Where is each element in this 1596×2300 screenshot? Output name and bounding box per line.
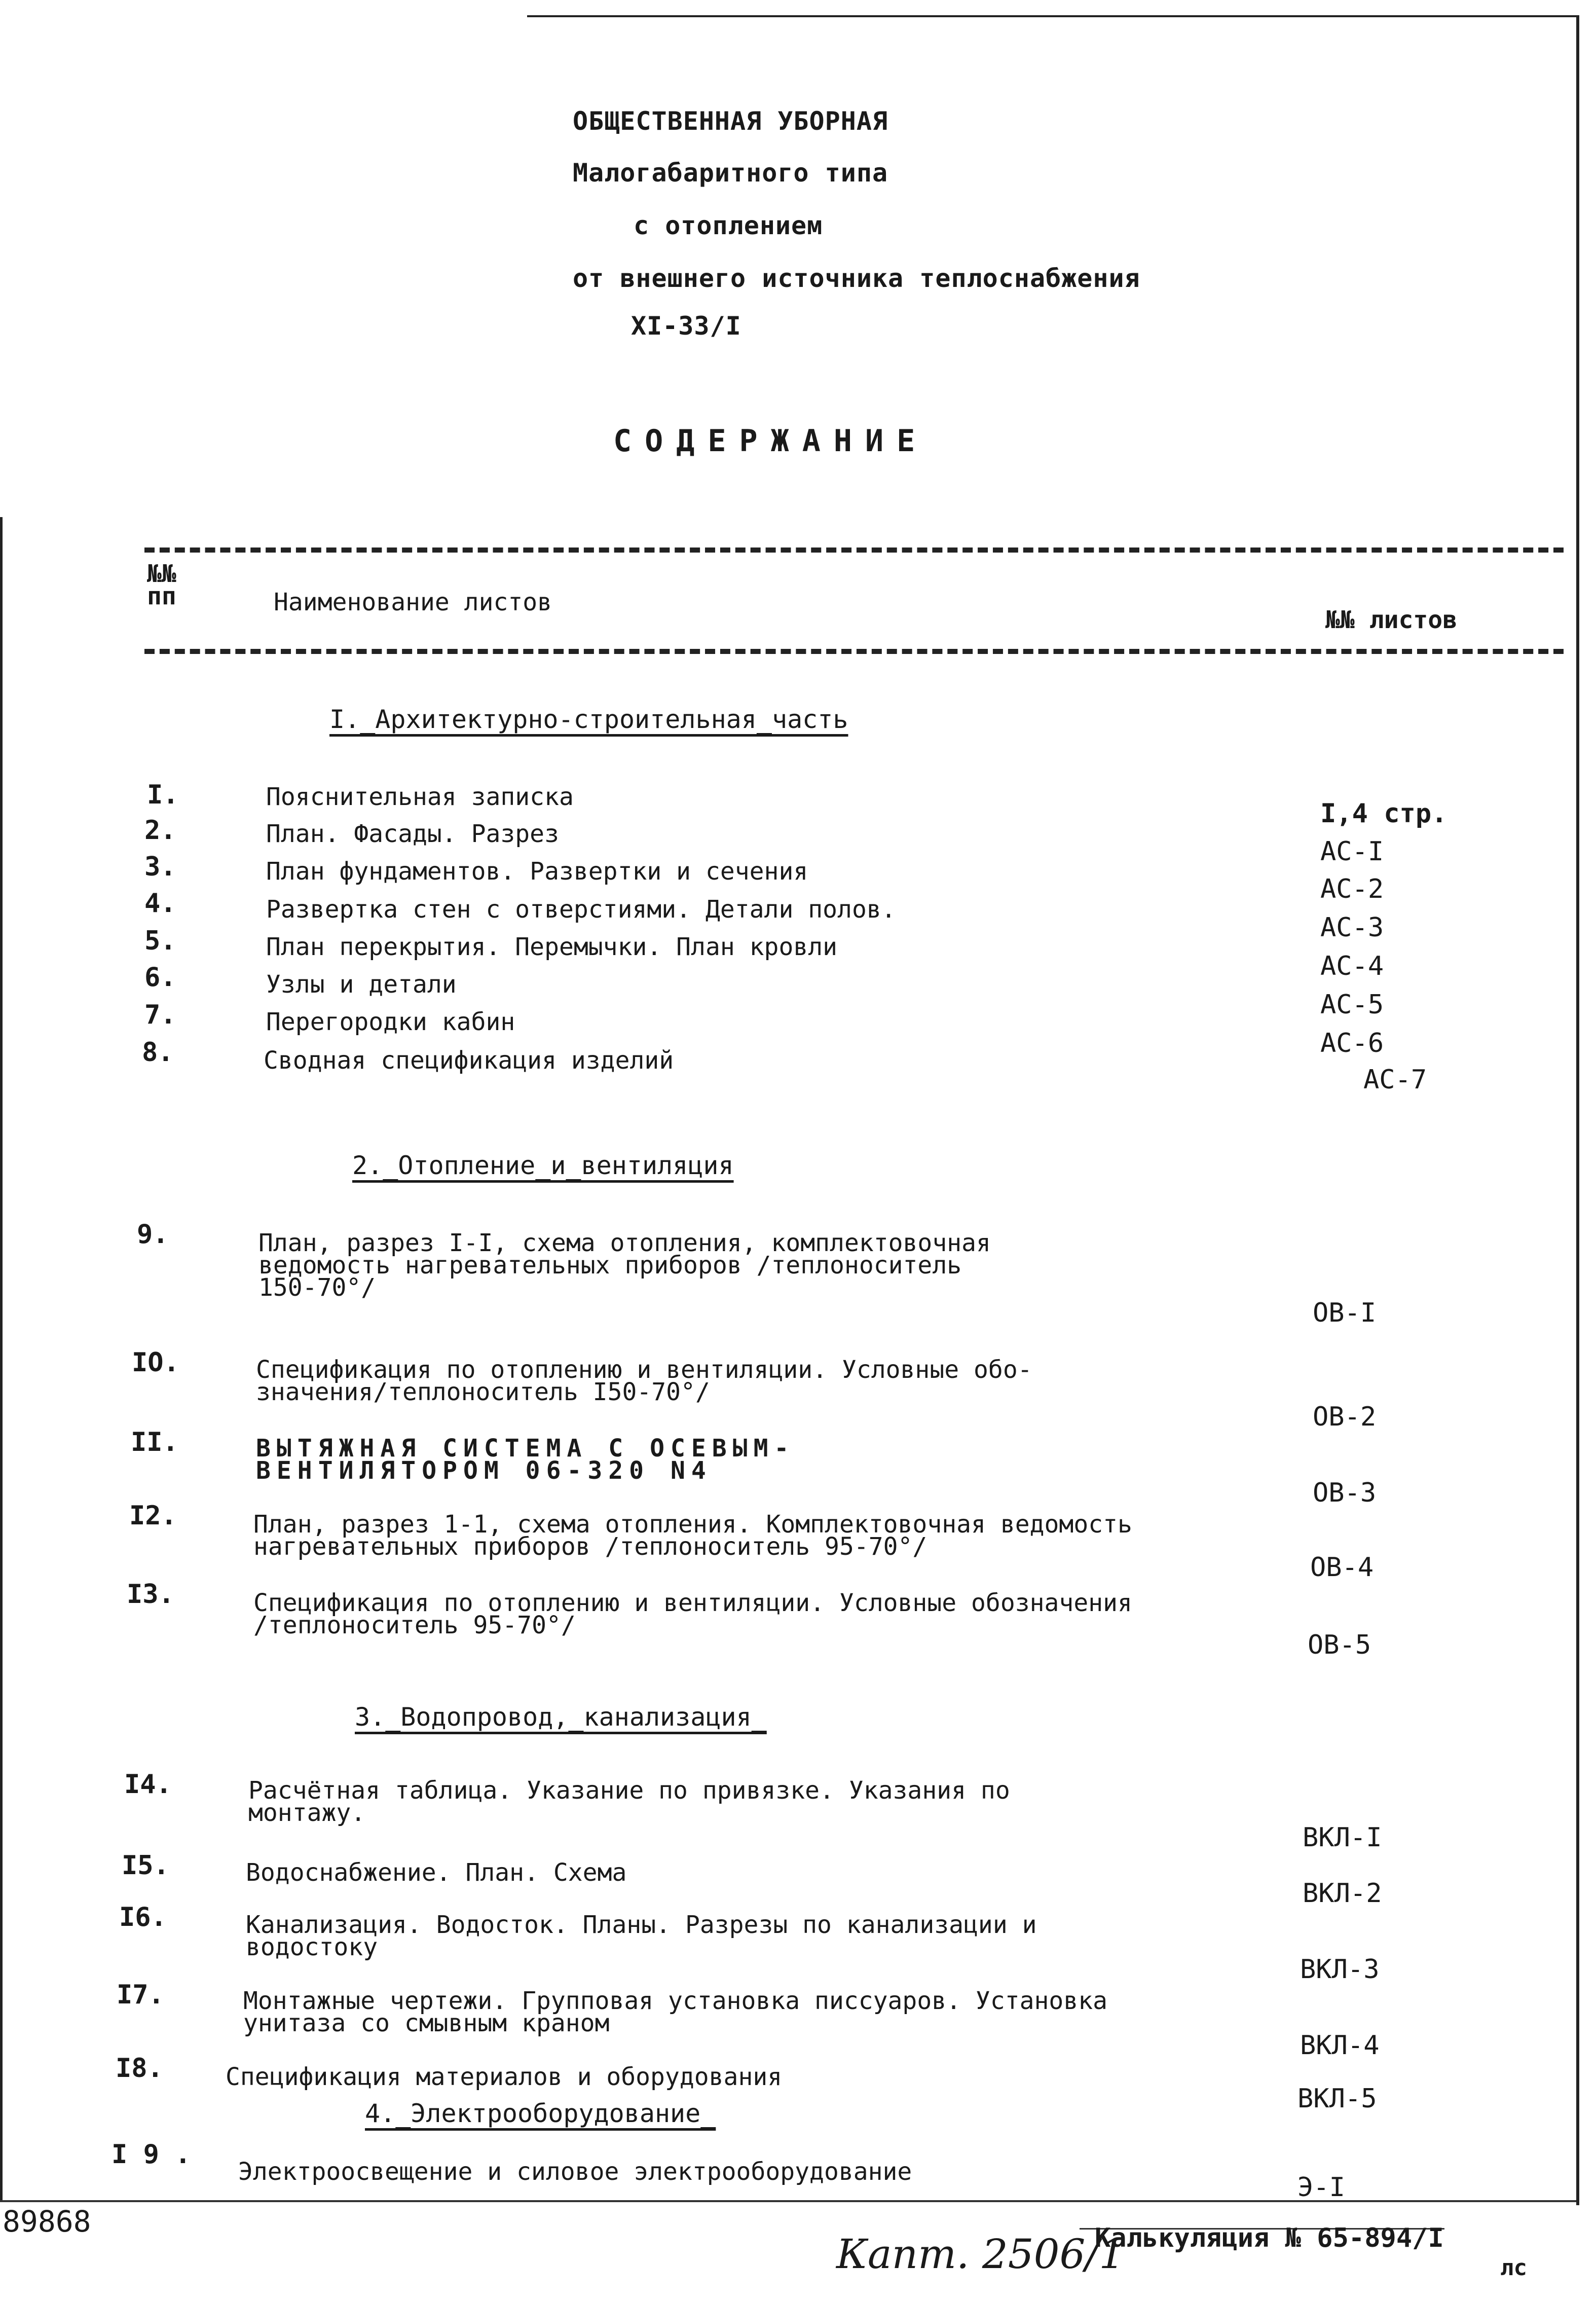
frame-right-border <box>1576 15 1579 2205</box>
row-number: I6. <box>119 1902 167 1932</box>
row-number: II. <box>131 1427 178 1457</box>
row-number: 8. <box>142 1037 174 1068</box>
row-sheet: ОВ-4 <box>1310 1552 1374 1583</box>
row-sheet: АС-I <box>1320 836 1384 867</box>
col-header-sheets: №№ листов <box>1325 606 1458 634</box>
row-name: Монтажные чертежи. Групповая установка писсуаров. Установка унитаза со смывным краном <box>243 1987 1108 2037</box>
row-name: План фундаментов. Развертки и сечения <box>266 857 808 886</box>
row-name: План перекрытия. Перемычки. План кровли <box>266 933 838 961</box>
row-name: ВЫТЯЖНАЯ СИСТЕМА С ОСЕВЫМ- ВЕНТИЛЯТОРОМ 06-320 N4 <box>256 1434 795 1485</box>
row-sheet: ОВ-I <box>1313 1298 1377 1328</box>
header-line-2: Малогабаритного типа <box>573 158 888 188</box>
row-number: I5. <box>122 1850 169 1881</box>
corner-mark: лс <box>1500 2255 1527 2281</box>
handwritten-signature: Капт. 2506/1 <box>836 2231 1125 2278</box>
row-sheet: АС-7 <box>1363 1065 1427 1095</box>
row-name: Сводная спецификация изделий <box>264 1046 674 1075</box>
row-sheet: ВКЛ-2 <box>1303 1878 1382 1909</box>
row-number: I4. <box>124 1769 172 1800</box>
header-line-4: от внешнего источника теплоснабжения <box>573 264 1140 293</box>
row-name: План, разрез 1-1, схема отопления. Комплектовочная ведомость нагревательных приборов /теплоноситель 95-70°/ <box>253 1510 1132 1561</box>
row-name: Электроосвещение и силовое электрооборудование <box>238 2158 912 2186</box>
row-number: I. <box>147 780 179 810</box>
row-name: Канализация. Водосток. Планы. Разрезы по канализации и водостоку <box>246 1911 1037 1961</box>
table-top-rule <box>144 547 1564 553</box>
row-sheet: ВКЛ-5 <box>1297 2084 1377 2114</box>
row-number: I2. <box>129 1501 177 1531</box>
row-sheet: ВКЛ-4 <box>1300 2030 1380 2061</box>
row-number: I3. <box>127 1579 174 1610</box>
row-number: 6. <box>144 962 176 993</box>
section-title-architecture: I._Архитектурно-строительная_часть <box>329 705 848 734</box>
row-number: IO. <box>132 1347 179 1378</box>
header-line-5: XI-33/I <box>631 311 741 341</box>
row-name: Спецификация материалов и оборудования <box>226 2063 783 2091</box>
row-name: Узлы и детали <box>266 970 457 999</box>
row-name: План. Фасады. Разрез <box>266 820 559 848</box>
row-name: Перегородки кабин <box>266 1008 515 1036</box>
row-sheet: АС-3 <box>1320 912 1384 943</box>
row-name: Пояснительная записка <box>266 783 574 811</box>
row-number: I8. <box>116 2053 163 2084</box>
row-sheet: I,4 стр. <box>1320 798 1447 829</box>
row-name: Спецификация по отоплению и вентиляции. Условные обозначения /теплоноситель 95-70°/ <box>253 1589 1132 1639</box>
row-number: 4. <box>144 888 176 919</box>
col-header-number: №№ пп <box>147 560 176 610</box>
frame-top-border <box>527 15 1579 17</box>
section-title-heating: 2._Отопление_и_вентиляция <box>352 1151 734 1180</box>
row-sheet: ВКЛ-3 <box>1300 1954 1380 1985</box>
table-header-rule <box>144 649 1564 654</box>
row-number: I 9 . <box>112 2139 191 2170</box>
row-number: 7. <box>144 1000 176 1030</box>
frame-left-border <box>0 517 3 2200</box>
calculation-reference: Калькуляция № 65-894/I <box>1095 2223 1444 2253</box>
row-sheet: АС-6 <box>1320 1028 1384 1058</box>
header-line-3: с отоплением <box>634 211 823 240</box>
row-sheet: ВКЛ-I <box>1303 1822 1382 1853</box>
row-sheet: ОВ-3 <box>1313 1478 1377 1508</box>
row-sheet: АС-4 <box>1320 951 1384 981</box>
section-title-electrical: 4._Электрооборудование_ <box>365 2099 716 2128</box>
section-title-plumbing: 3._Водопровод,_канализация_ <box>355 1702 767 1732</box>
col-header-name: Наименование листов <box>274 588 552 616</box>
page-title: СОДЕРЖАНИЕ <box>613 423 929 459</box>
row-sheet: Э-I <box>1297 2172 1345 2203</box>
row-name: Развертка стен с отверстиями. Детали полов. <box>266 895 896 924</box>
row-number: 3. <box>144 852 176 882</box>
row-name: План, разрез I-I, схема отопления, комплектовочная ведомость нагревательных приборов /теплоноситель 150-70°/ <box>258 1229 991 1302</box>
row-number: 9. <box>137 1219 169 1250</box>
row-sheet: АС-5 <box>1320 990 1384 1020</box>
row-number: I7. <box>117 1980 164 2010</box>
row-sheet: ОВ-5 <box>1308 1630 1371 1660</box>
header-line-1: ОБЩЕСТВЕННАЯ УБОРНАЯ <box>573 106 888 136</box>
row-name: Водоснабжение. План. Схема <box>246 1858 627 1887</box>
row-number: 2. <box>144 815 176 846</box>
row-sheet: АС-2 <box>1320 874 1384 904</box>
row-name: Расчётная таблица. Указание по привязке. Указания по монтажу. <box>248 1776 1010 1827</box>
row-sheet: ОВ-2 <box>1313 1402 1377 1432</box>
archive-number: 89868 <box>3 2204 91 2239</box>
row-number: 5. <box>144 926 176 956</box>
row-name: Спецификация по отоплению и вентиляции. Условные обо- значения/теплоноситель I50-70°/ <box>256 1356 1032 1406</box>
